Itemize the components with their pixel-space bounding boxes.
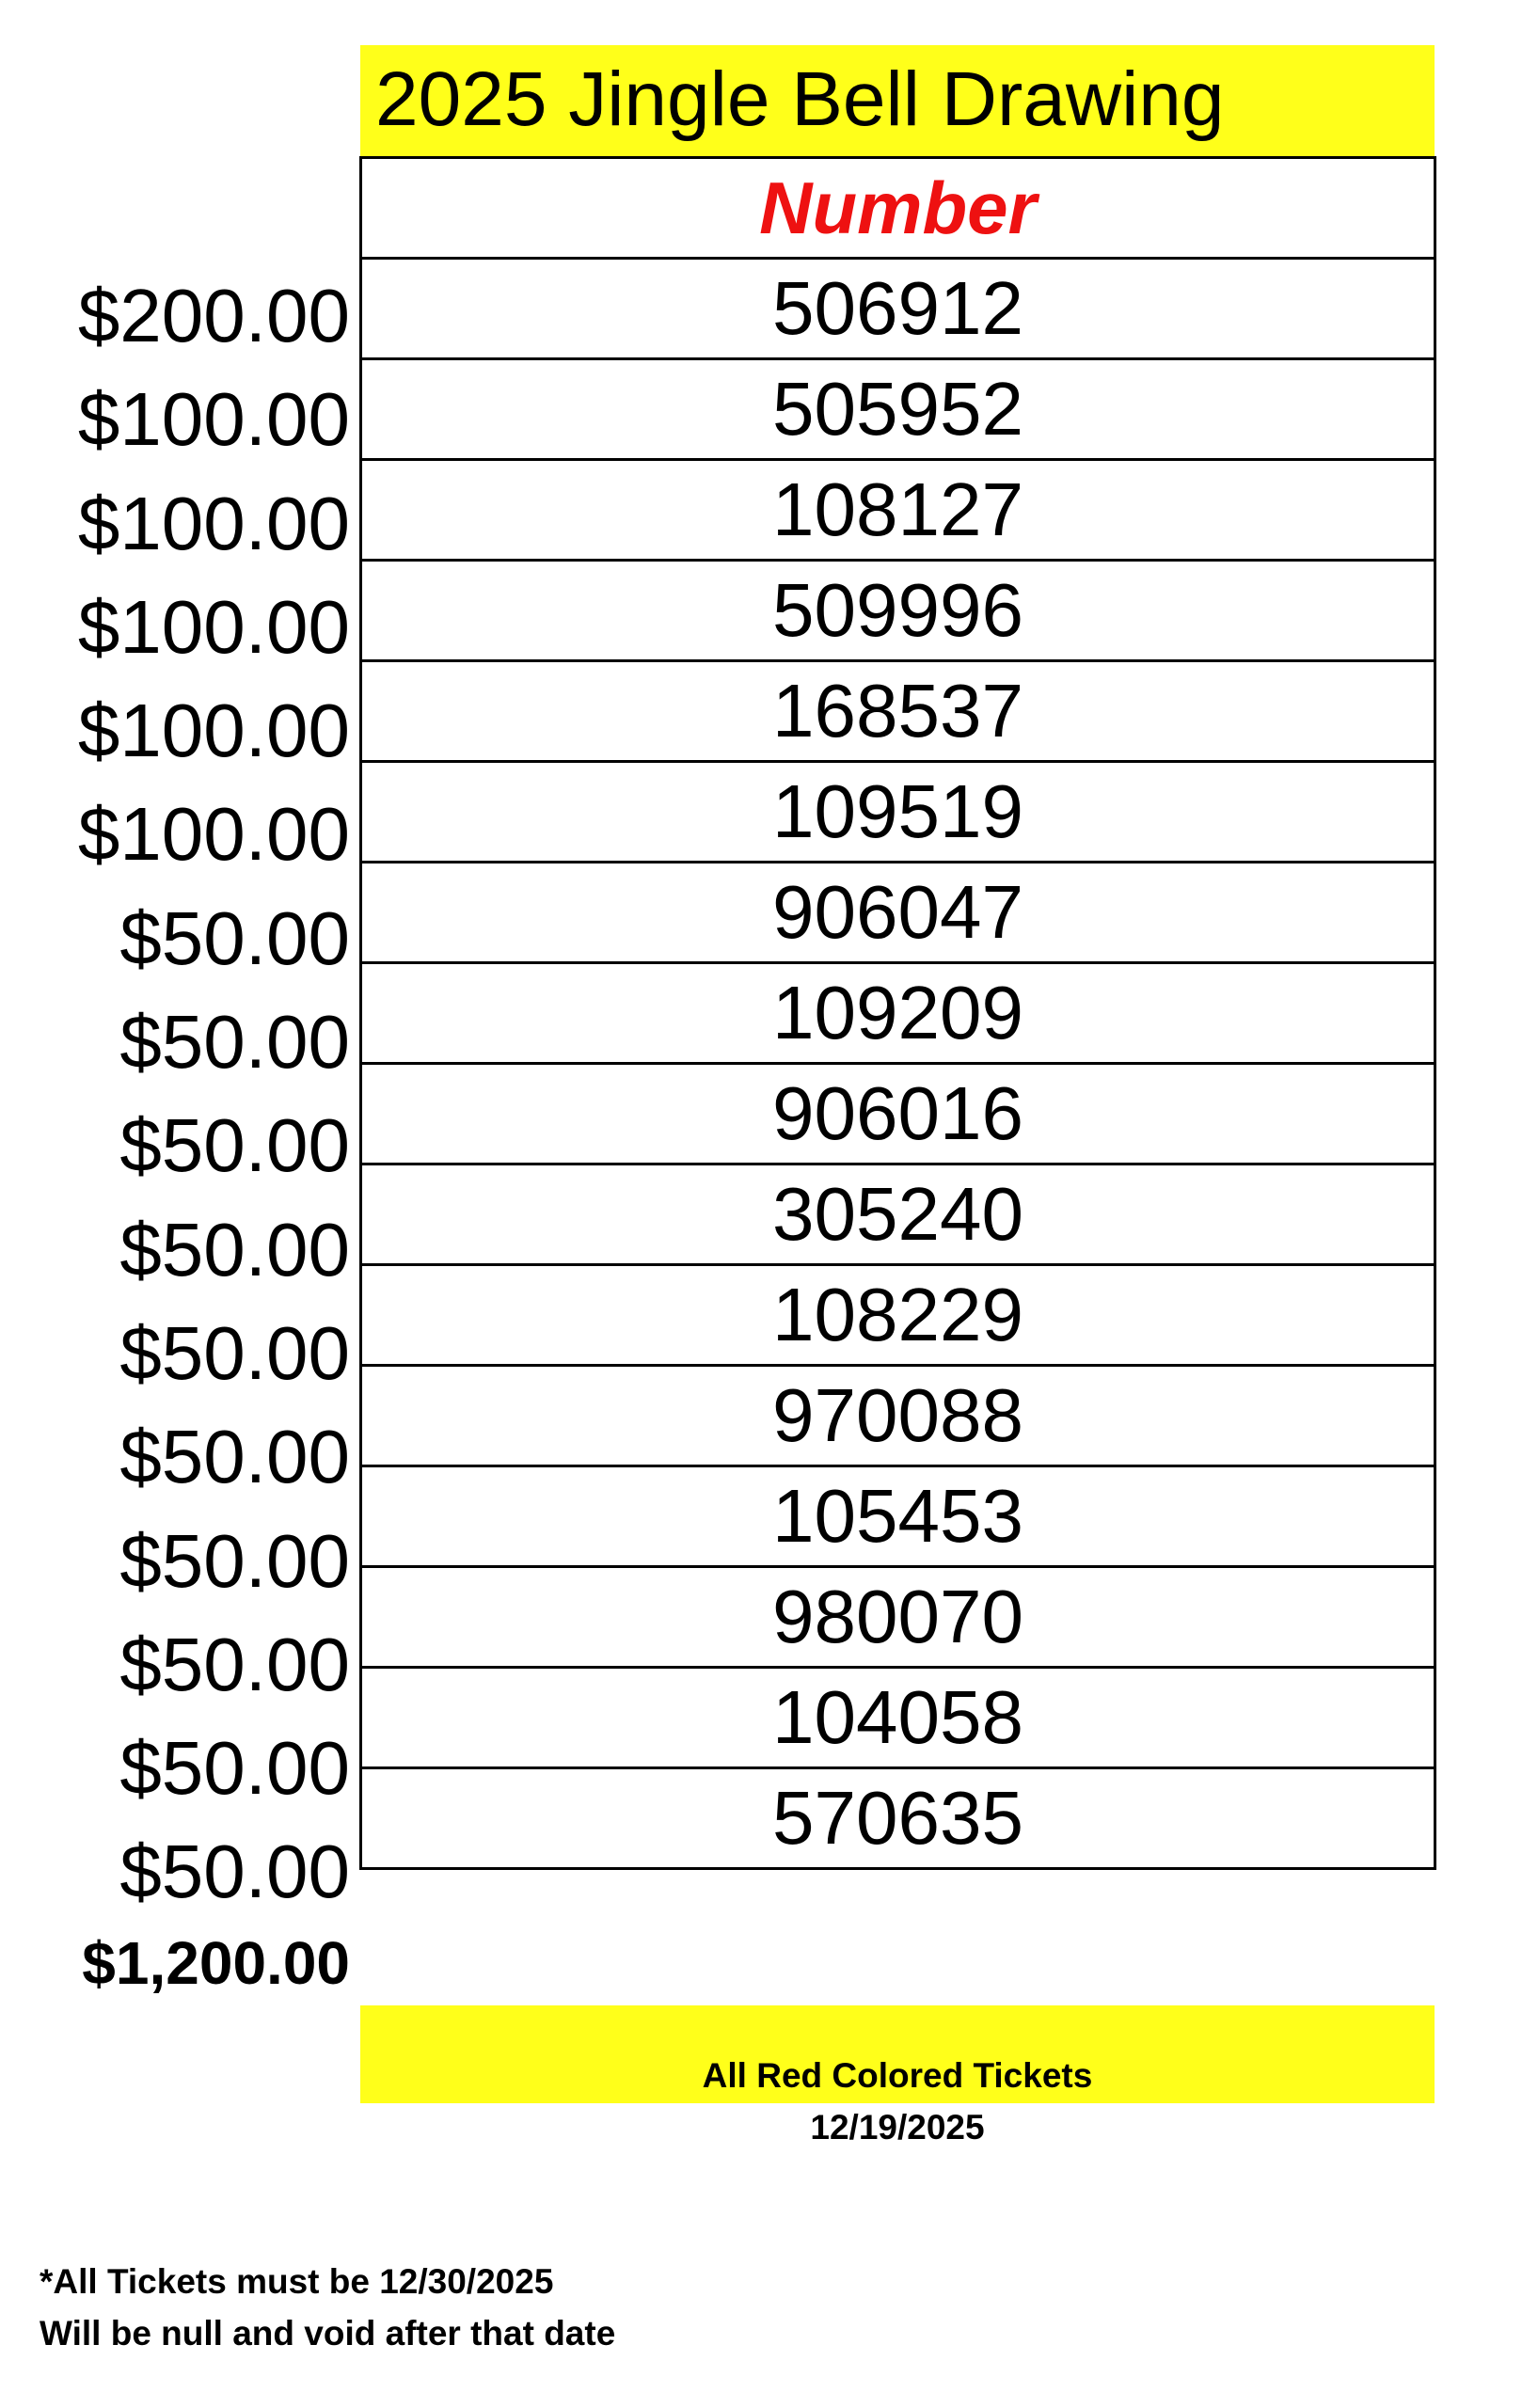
drawing-date: 12/19/2025 xyxy=(810,2108,985,2147)
table-row xyxy=(361,561,1435,661)
winning-number: 980070 xyxy=(361,1567,1435,1668)
prize-amount: $100.00 xyxy=(77,792,350,877)
prize-amount: $50.00 xyxy=(119,1415,350,1499)
winning-numbers-table xyxy=(359,156,1436,1870)
title-banner xyxy=(360,45,1435,156)
winning-number: 108229 xyxy=(361,1265,1435,1366)
prize-amount: $100.00 xyxy=(77,689,350,773)
table-row xyxy=(361,661,1435,762)
prize-amount: $50.00 xyxy=(119,1518,350,1603)
number-column-header: Number xyxy=(361,158,1435,259)
winning-number: 506912 xyxy=(361,259,1435,359)
prize-amount: $50.00 xyxy=(119,1622,350,1706)
prize-amount: $50.00 xyxy=(119,1207,350,1291)
winning-number: 505952 xyxy=(361,359,1435,460)
prize-amount-column xyxy=(0,264,350,1925)
table-row xyxy=(361,1567,1435,1668)
table-row xyxy=(361,1164,1435,1265)
winning-number: 906016 xyxy=(361,1064,1435,1164)
table-row xyxy=(361,259,1435,359)
prize-amount: $100.00 xyxy=(77,377,350,462)
prize-amount: $200.00 xyxy=(77,274,350,357)
winning-number: 168537 xyxy=(361,661,1435,762)
prize-amount: $100.00 xyxy=(77,584,350,669)
table-row xyxy=(361,1768,1435,1869)
table-row xyxy=(361,359,1435,460)
notice-line: *All Tickets must be 12/30/2025 xyxy=(40,2262,554,2301)
winning-number: 906047 xyxy=(361,863,1435,963)
prize-amount: $50.00 xyxy=(119,1310,350,1395)
prize-amount: $50.00 xyxy=(119,1103,350,1188)
table-row xyxy=(361,1668,1435,1768)
table-row xyxy=(361,1064,1435,1164)
table-row xyxy=(361,963,1435,1064)
prize-amount: $50.00 xyxy=(119,1000,350,1085)
winning-number: 104058 xyxy=(361,1668,1435,1768)
ticket-color-note: All Red Colored Tickets xyxy=(702,2056,1093,2095)
table-header-row xyxy=(361,158,1435,259)
prize-amount: $50.00 xyxy=(119,1830,350,1914)
table-row xyxy=(361,1466,1435,1567)
winning-number: 305240 xyxy=(361,1164,1435,1265)
table-row xyxy=(361,1265,1435,1366)
notice-line: Will be null and void after that date xyxy=(40,2314,616,2353)
table-row xyxy=(361,863,1435,963)
footer-banner xyxy=(360,2005,1435,2103)
table-row xyxy=(361,1366,1435,1466)
winning-number: 970088 xyxy=(361,1366,1435,1466)
winning-number: 105453 xyxy=(361,1466,1435,1567)
winning-number: 108127 xyxy=(361,460,1435,561)
expiration-notice xyxy=(40,2256,615,2359)
winning-number: 509996 xyxy=(361,561,1435,661)
page-title: 2025 Jingle Bell Drawing xyxy=(375,56,1225,142)
table-row xyxy=(361,460,1435,561)
table-row xyxy=(361,762,1435,863)
winning-number: 570635 xyxy=(361,1768,1435,1869)
prize-amount: $50.00 xyxy=(119,1726,350,1811)
winning-number: 109519 xyxy=(361,762,1435,863)
winning-number: 109209 xyxy=(361,963,1435,1064)
prize-amount: $100.00 xyxy=(77,481,350,565)
prize-amount: $50.00 xyxy=(119,895,350,980)
total-amount: $1,200.00 xyxy=(82,1929,350,1997)
